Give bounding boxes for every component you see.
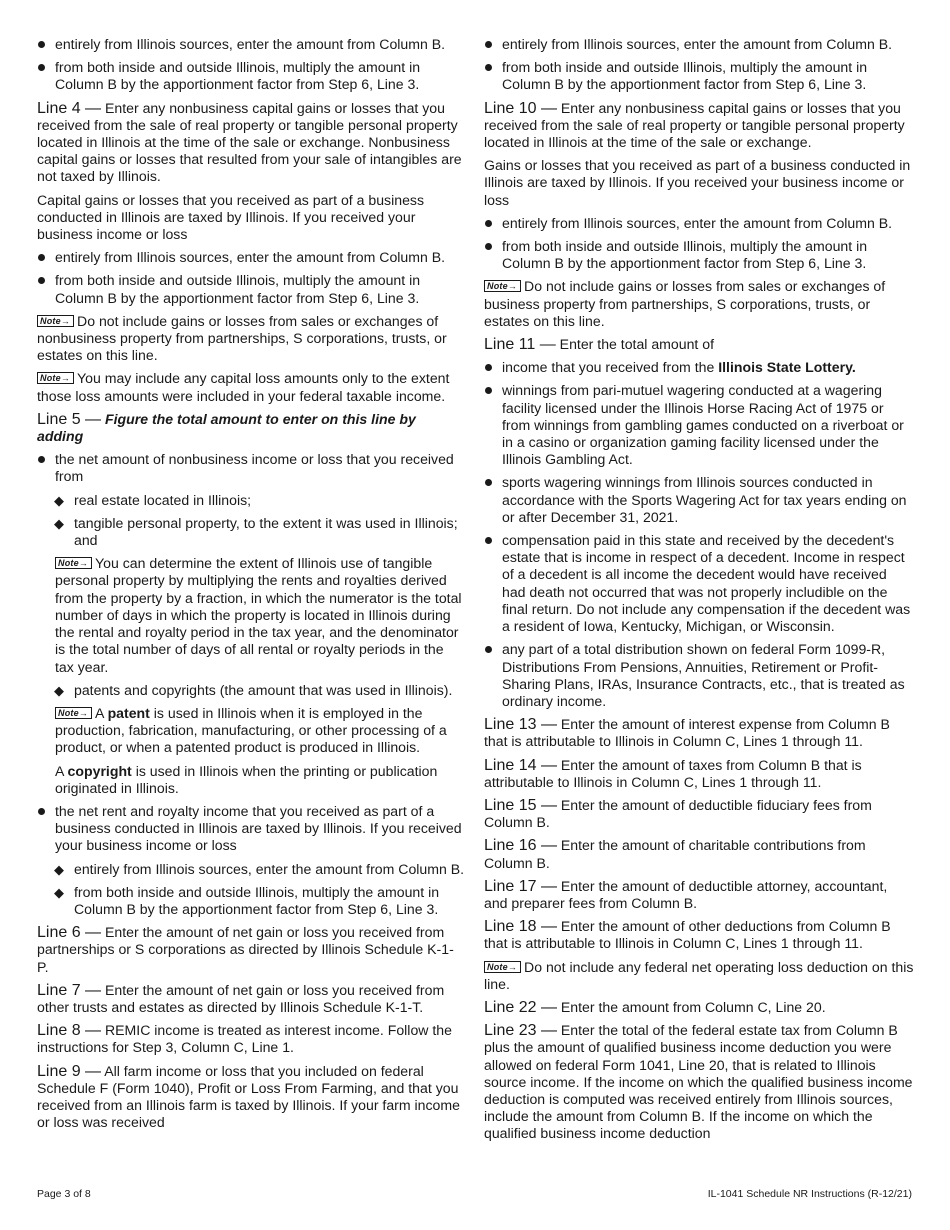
note-label: Note xyxy=(487,961,508,972)
line-10-heading: Line 10 — xyxy=(484,99,557,117)
line-15-heading: Line 15 — xyxy=(484,796,557,814)
list-item-text: income that you received from the xyxy=(502,359,715,376)
list-item: winnings from pari-mutuel wagering conducted at a wagering facility licensed under the Illinois Horse Racing Act of 1975 or from winnings from gambling games conducted on a riverboat or in a casino or organization gaming facility licensed under the Illinois Gambling Act. xyxy=(484,382,914,468)
list-item: sports wagering winnings from Illinois sources conducted in accordance with the Sports Wagering Act for tax years ending on or after December 31, 2021. xyxy=(484,474,914,526)
line-8-paragraph xyxy=(37,1022,465,1056)
line-15-text: Enter the amount of deductible fiduciary fees from Column B. xyxy=(484,796,872,831)
line-22-text: Enter the amount from Column C, Line 20. xyxy=(560,998,826,1015)
line-13-heading: Line 13 — xyxy=(484,716,557,734)
note-label: Note xyxy=(40,315,61,326)
list-item: the net rent and royalty income that you received as part of a business conducted in Illinois are taxed by Illinois. If you received your business income or loss xyxy=(37,803,465,855)
line-7-heading: Line 7 — xyxy=(37,981,102,999)
line-17-heading: Line 17 — xyxy=(484,877,557,895)
line-4-paragraph-2: Capital gains or losses that you received as part of a business conducted in Illinois are taxed by Illinois. If you received your business income or loss xyxy=(37,191,425,243)
line-9-text: All farm income or loss that you included on federal Schedule F (Form 1040), Profit or Loss From Farming, and that you received from an Illinois farm is taxed by Illinois. If your farm income or loss was received xyxy=(37,1062,460,1131)
page-number: Page 3 of 8 xyxy=(37,1188,91,1200)
line-5-text: Figure the total amount to enter on this line by adding xyxy=(37,410,416,445)
left-column xyxy=(37,36,465,1137)
line-22-heading: Line 22 — xyxy=(484,998,557,1016)
line-18-paragraph xyxy=(484,918,914,952)
right-column xyxy=(484,36,914,1149)
note-text: is used in Illinois when it is employed in the production, fabrication, manufacturing, or other processing of a product, or when a patented product is produced in Illinois. xyxy=(55,704,447,756)
list-item: from both inside and outside Illinois, multiply the amount in Column B by the apportionment factor from Step 6, Line 3. xyxy=(37,272,465,306)
list-item: entirely from Illinois sources, enter the amount from Column B. xyxy=(37,36,465,53)
form-identifier: IL-1041 Schedule NR Instructions (R-12/21) xyxy=(707,1188,912,1200)
patent-term: patent xyxy=(107,704,150,721)
note-paragraph xyxy=(37,370,465,404)
line-5-paragraph xyxy=(37,411,465,445)
line-10-paragraph xyxy=(484,100,914,152)
note-text: Do not include gains or losses from sales or exchanges of nonbusiness property from partnerships, S corporations, trusts, or estates on this line. xyxy=(37,312,447,364)
note-icon: Note→ xyxy=(37,372,74,384)
note-text: A xyxy=(95,704,104,721)
line-7-text: Enter the amount of net gain or loss you received from other trusts and estates as directed by Illinois Schedule K-1-T. xyxy=(37,981,445,1015)
line-7-paragraph xyxy=(37,982,465,1016)
copyright-term: copyright xyxy=(67,762,132,779)
line-14-heading: Line 14 — xyxy=(484,756,557,774)
line-10-text: Enter any nonbusiness capital gains or losses that you received from the sale of real property or tangible personal property located in Illinois at the time of the sale or exchange. xyxy=(484,99,905,151)
line-10-paragraph-2: Gains or losses that you received as part of a business conducted in Illinois are taxed by Illinois. If you received your business income or loss xyxy=(484,157,911,208)
note-icon: Note→ xyxy=(55,557,92,569)
line-16-text: Enter the amount of charitable contributions from Column B. xyxy=(484,837,866,871)
line-13-text: Enter the amount of interest expense from Column B that is attributable to Illinois in Column C, Lines 1 through 11. xyxy=(484,716,890,750)
note-icon: Note→ xyxy=(37,315,74,327)
line-18-text: Enter the amount of other deductions from Column B that is attributable to Illinois in Column C, Lines 1 through 11. xyxy=(484,918,891,952)
note-icon: Note→ xyxy=(55,707,92,719)
lottery-term: Illinois State Lottery. xyxy=(718,359,856,376)
line-17-paragraph xyxy=(484,878,914,912)
list-item: from both inside and outside Illinois, multiply the amount in Column B by the apportionment factor from Step 6, Line 3. xyxy=(484,59,914,93)
line-4-paragraph xyxy=(37,100,465,186)
sub-list-item: ◆ real estate located in Illinois; xyxy=(37,492,465,509)
line-4-heading: Line 4 — xyxy=(37,99,102,117)
line-23-heading: Line 23 — xyxy=(484,1022,557,1040)
line-5-heading: Line 5 — xyxy=(37,410,102,428)
note-paragraph xyxy=(37,555,465,675)
line-13-paragraph xyxy=(484,716,914,750)
line-14-text: Enter the amount of taxes from Column B that is attributable to Illinois in Column C, Lines 1 through 11. xyxy=(484,756,862,790)
list-item: from both inside and outside Illinois, multiply the amount in Column B by the apportionment factor from Step 6, Line 3. xyxy=(37,59,465,93)
list-item xyxy=(484,359,914,376)
sub-list-item: ◆ tangible personal property, to the extent it was used in Illinois; and xyxy=(37,515,465,549)
note-text: You can determine the extent of Illinois use of tangible personal property by multiplying the rents and royalties derived from the property by a fraction, in which the numerator is the total number of days in which the property is located in Illinois during the rental and royalty period in the tax year, and the denominator is the total number of days of all rental or royalty periods in the tax year. xyxy=(55,555,462,675)
line-18-heading: Line 18 — xyxy=(484,918,557,936)
note-icon: Note→ xyxy=(484,280,521,292)
line-16-heading: Line 16 — xyxy=(484,837,557,855)
note-icon: Note→ xyxy=(484,961,521,973)
note-label: Note xyxy=(487,281,508,292)
list-item: any part of a total distribution shown on federal Form 1099-R, Distributions From Pensions, Annuities, Retirement or Profit-Sharing Plans, IRAs, Insurance Contracts, etc., that is treated as ordinary income. xyxy=(484,641,914,710)
note-text: Do not include gains or losses from sales or exchanges of business property from partnerships, S corporations, trusts, or estates on this line. xyxy=(484,278,886,329)
sub-list-item: ◆ from both inside and outside Illinois, multiply the amount in Column B by the apportionment factor from Step 6, Line 3. xyxy=(37,884,465,918)
line-6-paragraph xyxy=(37,924,465,976)
sub-list-item: ◆ patents and copyrights (the amount that was used in Illinois). xyxy=(37,682,465,699)
line-16-paragraph xyxy=(484,837,914,871)
copyright-text: A xyxy=(55,762,64,779)
line-23-text: Enter the total of the federal estate tax from Column B plus the amount of qualified business income deduction you were allowed on federal Form 1041, Line 20, that is related to Illinois source income. If the income on which the qualified business income deduction is computed was received entirely from Illinois sources, include the amount from Column B. If the income on which the qualified business income deduction xyxy=(484,1022,913,1142)
line-8-text: REMIC income is treated as interest income. Follow the instructions for Step 3, Column C, Line 1. xyxy=(37,1022,452,1056)
list-item: the net amount of nonbusiness income or loss that you received from xyxy=(37,451,465,485)
note-label: Note xyxy=(58,707,79,718)
note-label: Note xyxy=(58,558,79,569)
note-paragraph xyxy=(484,278,914,330)
line-17-text: Enter the amount of deductible attorney, accountant, and preparer fees from Column B. xyxy=(484,877,888,911)
list-item: compensation paid in this state and received by the decedent's estate that is income in respect of a decedent. Income in respect of a decedent is all income the decedent would have received had death not occurred that was not properly includible on the final return. Do not include any compensation if the decedent was a resident of Iowa, Kentucky, Michigan, or Wisconsin. xyxy=(484,532,914,635)
line-22-paragraph xyxy=(484,999,914,1016)
line-11-paragraph xyxy=(484,336,914,353)
copyright-text: is used in Illinois when the printing or publication originated in Illinois. xyxy=(55,762,438,796)
line-4-text: Enter any nonbusiness capital gains or losses that you received from the sale of real property or tangible personal property located in Illinois at the time of the sale or exchange. Nonbusiness capital gains or losses that resulted from your sale of intangibles are not taxed by Illinois. xyxy=(37,99,462,185)
line-9-heading: Line 9 — xyxy=(37,1062,102,1080)
line-6-heading: Line 6 — xyxy=(37,924,102,942)
line-23-paragraph xyxy=(484,1022,914,1142)
note-text: You may include any capital loss amounts only to the extent those loss amounts were included in your federal taxable income. xyxy=(37,370,450,404)
list-item: entirely from Illinois sources, enter the amount from Column B. xyxy=(37,249,465,266)
note-label: Note xyxy=(40,373,61,384)
line-14-paragraph xyxy=(484,757,914,791)
note-paragraph xyxy=(37,705,465,757)
line-9-paragraph xyxy=(37,1063,465,1132)
list-item: from both inside and outside Illinois, multiply the amount in Column B by the apportionment factor from Step 6, Line 3. xyxy=(484,238,914,272)
line-11-heading: Line 11 — xyxy=(484,336,556,354)
line-8-heading: Line 8 — xyxy=(37,1022,102,1040)
line-11-text: Enter the total amount of xyxy=(559,336,715,353)
note-text: Do not include any federal net operating loss deduction on this line. xyxy=(484,958,914,992)
sub-list-item: ◆ entirely from Illinois sources, enter the amount from Column B. xyxy=(37,861,465,878)
line-15-paragraph xyxy=(484,797,914,831)
note-paragraph xyxy=(37,313,465,365)
line-6-text: Enter the amount of net gain or loss you received from partnerships or S corporations as directed by Illinois Schedule K-1-P. xyxy=(37,924,454,975)
note-paragraph xyxy=(484,959,914,993)
list-item: entirely from Illinois sources, enter the amount from Column B. xyxy=(484,36,914,53)
copyright-paragraph xyxy=(37,763,465,797)
list-item: entirely from Illinois sources, enter the amount from Column B. xyxy=(484,215,914,232)
